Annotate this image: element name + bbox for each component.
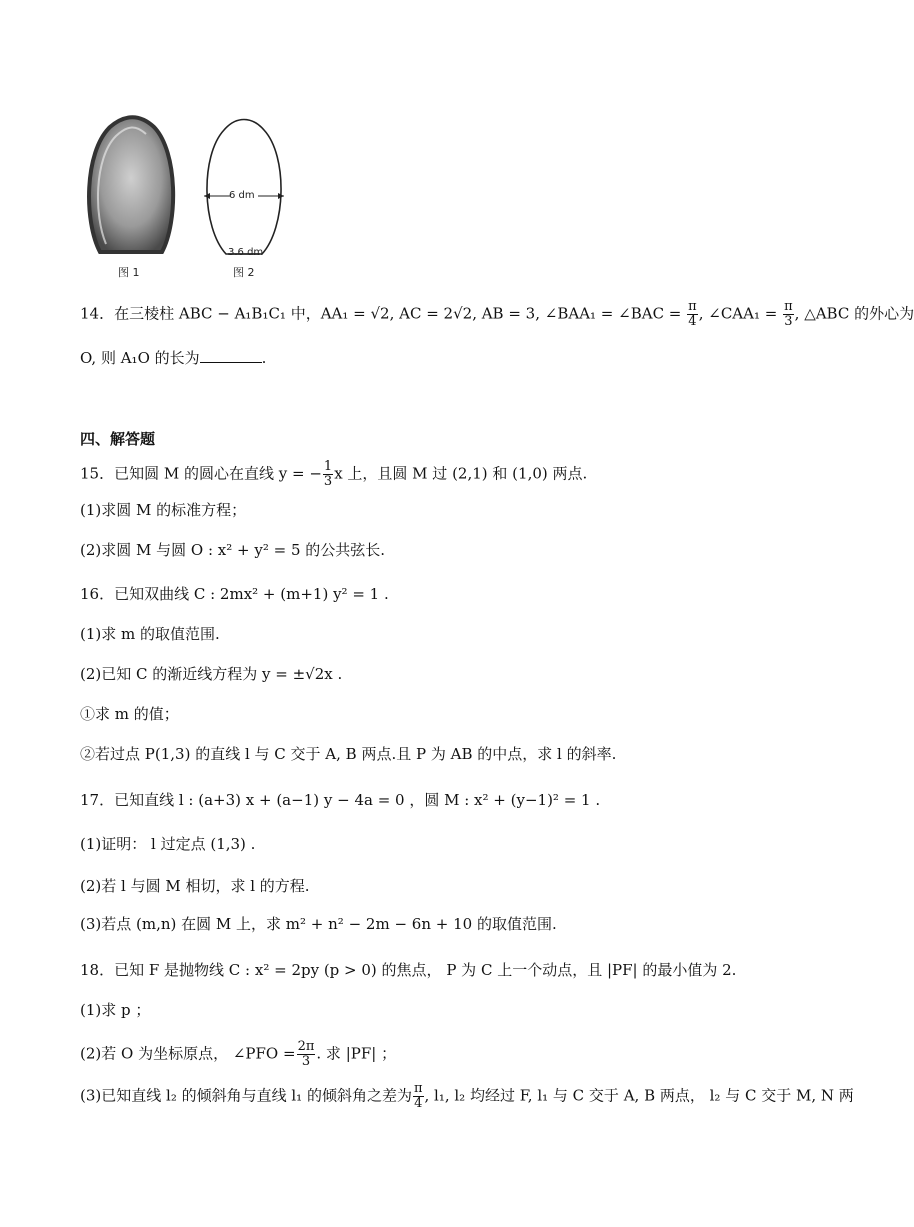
q17-part1: (1)证明： l 过定点 (1,3) . [80, 835, 256, 853]
figure-2-diagram [196, 112, 292, 264]
q17-part3: (3)若点 (m,n) 在圆 M 上，求 m² + n² − 2m − 6n + 10 的取值范围. [80, 915, 557, 933]
q18-stem: 18．已知 F 是抛物线 C : x² = 2py (p > 0) 的焦点， P 为 C 上一个动点，且 |PF| 的最小值为 2. [80, 961, 737, 979]
q16-part1: (1)求 m 的取值范围. [80, 625, 220, 643]
q14-text-b: , ∠CAA₁ = [698, 304, 778, 323]
figure-2-base-label: 3.6 dm [228, 247, 264, 258]
figure-2-caption: 图 2 [233, 266, 255, 279]
figure-2-width-label: 6 dm [229, 190, 255, 201]
q18-part2-b: . 求 |PF| ； [316, 1044, 397, 1063]
q14-line2 [80, 348, 266, 368]
q14-text-c: , △ABC 的外心为 [794, 304, 914, 323]
q15-fraction: $\frac{1}{3}$ [323, 459, 333, 489]
q14-line2-text: O, 则 A₁O 的长为 [80, 349, 200, 367]
q16-stem: 16．已知双曲线 C : 2mx² + (m+1) y² = 1 . [80, 585, 389, 603]
q18-fraction-diff: $\frac{\pi}{4}$ [413, 1081, 423, 1111]
q18-fraction-angle: $\frac{2\pi}{3}$ [297, 1039, 315, 1069]
q16-part2: (2)已知 C 的渐近线方程为 y = ±√2x . [80, 665, 343, 683]
q15-stem-b: x 上，且圆 M 过 (2,1) 和 (1,0) 两点. [334, 464, 588, 483]
q18-part3-b: , l₁, l₂ 均经过 F, l₁ 与 C 交于 A, B 两点， l₂ 与 C 交于 M, N 两 [424, 1086, 854, 1105]
q15-stem [80, 460, 587, 489]
q17-stem: 17．已知直线 l : (a+3) x + (a−1) y − 4a = 0 ，圆 M : x² + (y−1)² = 1 . [80, 791, 601, 809]
q17-part2: (2)若 l 与圆 M 相切，求 l 的方程. [80, 877, 310, 895]
q18-part3 [80, 1082, 854, 1111]
q14-line1 [80, 300, 914, 329]
q14-period: . [261, 349, 267, 367]
q15-stem-a: 15．已知圆 M 的圆心在直线 y = − [80, 464, 322, 483]
q16-part2b: ②若过点 P(1,3) 的直线 l 与 C 交于 A, B 两点.且 P 为 AB 的中点，求 l 的斜率. [80, 745, 617, 763]
q14-text-a: 14．在三棱柱 ABC − A₁B₁C₁ 中，AA₁ = √2, AC = 2√2, AB = 3, ∠BAA₁ = ∠BAC = [80, 304, 682, 323]
q14-fraction-1: $\frac{\pi}{4}$ [688, 299, 697, 329]
q16-part2a: ①求 m 的值； [80, 705, 179, 723]
q18-part2 [80, 1040, 396, 1069]
q18-part3-a: (3)已知直线 l₂ 的倾斜角与直线 l₁ 的倾斜角之差为 [80, 1086, 412, 1105]
q15-part1: (1)求圆 M 的标准方程； [80, 501, 247, 519]
q18-part1: (1)求 p ； [80, 1001, 151, 1019]
figure-1-mirror-photo [80, 112, 180, 262]
q14-fraction-2: $\frac{\pi}{3}$ [784, 299, 793, 329]
answer-blank [200, 348, 262, 363]
figure-1-caption: 图 1 [118, 266, 140, 279]
q15-part2: (2)求圆 M 与圆 O : x² + y² = 5 的公共弦长. [80, 541, 386, 559]
section-title: 四、解答题 [80, 430, 156, 448]
q18-part2-a: (2)若 O 为坐标原点， ∠PFO = [80, 1044, 296, 1063]
